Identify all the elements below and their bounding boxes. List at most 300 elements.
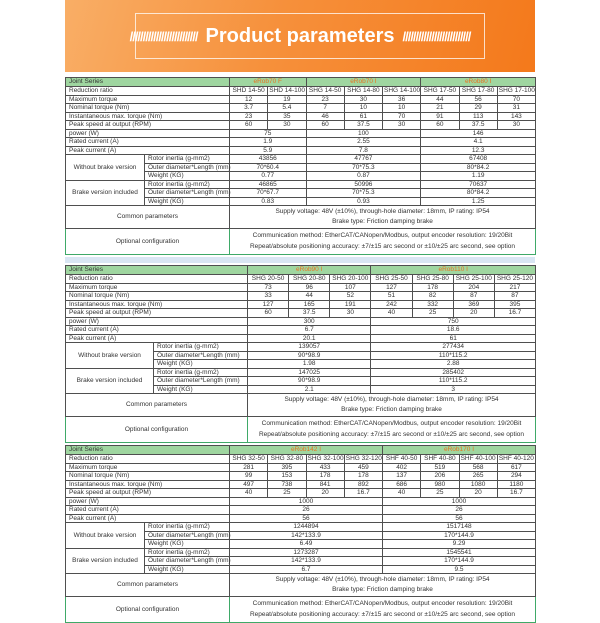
value-cell: 73 <box>248 283 289 292</box>
value-cell: 6.7 <box>248 326 371 335</box>
value-cell: 60 <box>306 121 344 130</box>
value-cell: 137 <box>383 472 421 481</box>
value-cell: 204 <box>453 283 494 292</box>
value-cell: 20.1 <box>248 334 371 343</box>
parameter-row <box>66 489 536 498</box>
value-cell: 87 <box>494 292 535 301</box>
series-group-header: eRob80 I <box>421 78 536 87</box>
joint-series-table-1 <box>65 77 535 255</box>
reduction-ratio-row <box>66 455 536 464</box>
value-cell: 96 <box>289 283 330 292</box>
model-code-cell: SHD 14-100 <box>269 87 306 95</box>
value-cell: 2.55 <box>306 138 421 147</box>
value-cell: 90*98.9 <box>248 377 371 386</box>
value-cell: 10 <box>344 104 382 113</box>
optional-configuration-row <box>66 417 536 443</box>
brake-parameter-row <box>66 180 536 189</box>
brake-parameter-row <box>66 368 536 377</box>
brake-parameter-label: Weight (KG) <box>145 540 230 549</box>
parameter-label: Instantaneous max. torque (Nm) <box>66 300 248 309</box>
value-cell: 80*84.2 <box>421 163 536 172</box>
common-parameters-line1: Supply voltage: 48V (±10%), through-hole diameter: 18mm, IP rating: IP54 <box>275 575 490 583</box>
parameter-label: Rated current (A) <box>66 326 248 335</box>
optional-configuration-text <box>248 417 536 443</box>
value-cell: 738 <box>268 480 306 489</box>
model-code-cell: SHG 25-100 <box>453 275 494 284</box>
brake-parameter-label: Weight (KG) <box>145 197 230 206</box>
value-cell: 110*115.2 <box>371 351 536 360</box>
parameter-row <box>66 129 536 138</box>
value-cell: 87 <box>453 292 494 301</box>
page-title: Product parameters <box>205 24 395 47</box>
value-cell: 277434 <box>371 343 536 352</box>
optional-configuration-label: Optional configuration <box>66 597 230 623</box>
value-cell: 30 <box>383 121 421 130</box>
reduction-ratio-row <box>66 87 536 96</box>
optional-configuration-line1: Communication method: EtherCAT/CANopen/Modbus, output encoder resolution: 19/20Bit <box>261 420 522 428</box>
parameter-row <box>66 95 536 104</box>
value-cell: 0.77 <box>230 172 307 181</box>
value-cell: 1273287 <box>230 548 383 557</box>
value-cell: 25 <box>268 489 306 498</box>
parameter-row <box>66 283 536 292</box>
value-cell: 99 <box>230 472 268 481</box>
brake-parameter-label: Weight (KG) <box>154 360 248 369</box>
model-code-cell: SHG 20-100 <box>330 275 371 284</box>
parameter-label: Rated current (A) <box>66 506 230 515</box>
parameter-row <box>66 104 536 113</box>
reduction-ratio-row <box>66 275 536 284</box>
brake-parameter-label: Outer diameter*Length (mm) <box>145 163 230 172</box>
value-cell: 841 <box>306 480 344 489</box>
value-cell: 4.1 <box>421 138 536 147</box>
value-cell: 36 <box>383 95 421 104</box>
table-header-row <box>66 446 536 455</box>
brake-parameter-row <box>66 343 536 352</box>
parameter-label: Nominal torque (Nm) <box>66 472 230 481</box>
value-cell: 147025 <box>248 368 371 377</box>
value-cell: 35 <box>268 112 306 121</box>
value-cell: 16.7 <box>494 309 535 318</box>
value-cell: 16.7 <box>497 489 535 498</box>
brake-section-label: Without brake version <box>66 523 145 549</box>
series-group-header: eRob142 I <box>230 446 383 455</box>
reduction-ratio-label: Reduction ratio <box>66 455 230 464</box>
value-cell: 332 <box>412 300 453 309</box>
reduction-ratio-label: Reduction ratio <box>66 87 230 96</box>
model-code-cell: SHG 20-50 <box>248 275 289 284</box>
value-cell: 25 <box>412 309 453 318</box>
model-code-cell: SHD 14-50 <box>230 87 268 96</box>
common-parameters-line2: Brake type: Friction damping brake <box>332 586 433 593</box>
parameters-table <box>65 265 536 443</box>
value-cell: 519 <box>421 463 459 472</box>
brake-section-label: Without brake version <box>66 155 145 181</box>
common-parameters-line2: Brake type: Friction damping brake <box>341 406 442 413</box>
common-parameters-label: Common parameters <box>66 574 230 597</box>
value-cell: 33 <box>248 292 289 301</box>
value-cell: 20 <box>453 309 494 318</box>
value-cell: 37.5 <box>344 121 382 130</box>
value-cell: 23 <box>306 95 344 104</box>
value-cell: 67408 <box>421 155 536 164</box>
optional-configuration-text <box>230 597 536 623</box>
value-cell: 70*60.4 <box>230 163 307 172</box>
value-cell: 1517148 <box>383 523 536 532</box>
value-cell: 61 <box>344 112 382 121</box>
common-parameters-text <box>248 394 536 417</box>
parameter-label: Maximum torque <box>66 463 230 472</box>
parameter-row <box>66 463 536 472</box>
parameter-row <box>66 300 536 309</box>
common-parameters-label: Common parameters <box>66 206 230 229</box>
model-code-cell: SHG 32-50 <box>230 455 268 464</box>
value-cell: 3.7 <box>230 104 268 113</box>
brake-parameter-label: Outer diameter*Length (mm) <box>145 189 230 198</box>
value-cell: 20 <box>459 489 497 498</box>
joint-series-label: Joint Series <box>66 266 248 275</box>
value-cell: 30 <box>497 121 535 130</box>
value-cell: 21 <box>421 104 459 113</box>
common-parameters-text <box>230 206 536 229</box>
value-cell: 37.5 <box>459 121 497 130</box>
value-cell: 281 <box>230 463 268 472</box>
value-cell: 1.25 <box>421 197 536 206</box>
optional-configuration-line1: Communication method: EtherCAT/CANopen/Modbus, output encoder resolution: 19/20Bit <box>252 600 513 608</box>
value-cell: 395 <box>268 463 306 472</box>
parameters-table <box>65 77 536 255</box>
parameter-row <box>66 112 536 121</box>
table-separator-band <box>65 257 535 263</box>
joint-series-label: Joint Series <box>66 446 230 455</box>
model-code-cell: SHG 25-50 <box>371 275 412 284</box>
parameters-table <box>65 445 536 623</box>
model-code-cell: SHG 17-50 <box>421 87 459 96</box>
value-cell: 25 <box>421 489 459 498</box>
value-cell: 56 <box>459 95 497 104</box>
joint-series-table-2 <box>65 265 535 443</box>
value-cell: 497 <box>230 480 268 489</box>
value-cell: 178 <box>412 283 453 292</box>
value-cell: 82 <box>412 292 453 301</box>
value-cell: 0.93 <box>306 197 421 206</box>
common-parameters-line2: Brake type: Friction damping brake <box>332 218 433 225</box>
value-cell: 127 <box>248 300 289 309</box>
value-cell: 170*144.9 <box>383 531 536 540</box>
value-cell: 143 <box>497 112 535 121</box>
value-cell: 31 <box>497 104 535 113</box>
value-cell: 433 <box>306 463 344 472</box>
value-cell: 44 <box>289 292 330 301</box>
value-cell: 142*133.9 <box>230 531 383 540</box>
joint-series-label: Joint Series <box>66 78 230 87</box>
value-cell: 90*98.9 <box>248 351 371 360</box>
value-cell: 6.7 <box>230 565 383 574</box>
brake-parameter-label: Outer diameter*Length (mm) <box>145 557 230 566</box>
parameter-row <box>66 472 536 481</box>
common-parameters-row <box>66 206 536 229</box>
model-code-cell: SHF 40-120 <box>498 455 534 463</box>
series-group-header: eRob70 I <box>306 78 421 87</box>
brake-section-label: Brake version included <box>66 548 145 574</box>
parameter-row <box>66 146 536 155</box>
brake-parameter-label: Weight (KG) <box>154 385 248 394</box>
parameter-row <box>66 334 536 343</box>
brake-section-label: Without brake version <box>66 343 154 369</box>
value-cell: 0.83 <box>230 197 307 206</box>
value-cell: 178 <box>344 472 382 481</box>
model-code-cell: SHF 40-80 <box>421 455 459 464</box>
value-cell: 46865 <box>230 180 307 189</box>
parameter-row <box>66 497 536 506</box>
parameter-label: Peak speed at output (RPM) <box>66 121 230 130</box>
value-cell: 980 <box>421 480 459 489</box>
value-cell: 191 <box>330 300 371 309</box>
value-cell: 50996 <box>306 180 421 189</box>
brake-parameter-label: Rotor inertia (g-mm2) <box>154 368 248 377</box>
model-code-cell: SHG 25-120 <box>494 275 535 284</box>
value-cell: 30 <box>268 121 306 130</box>
model-code-cell: SHG 32-120 <box>345 455 382 463</box>
value-cell: 0.87 <box>306 172 421 181</box>
value-cell: 165 <box>289 300 330 309</box>
value-cell: 70637 <box>421 180 536 189</box>
brake-parameter-label: Rotor inertia (g-mm2) <box>145 548 230 557</box>
brake-parameter-row <box>66 155 536 164</box>
parameter-row <box>66 506 536 515</box>
value-cell: 568 <box>459 463 497 472</box>
value-cell: 26 <box>230 506 383 515</box>
value-cell: 459 <box>344 463 382 472</box>
value-cell: 6.49 <box>230 540 383 549</box>
value-cell: 60 <box>421 121 459 130</box>
value-cell: 153 <box>268 472 306 481</box>
model-code-cell: SHG 32-80 <box>268 455 306 464</box>
value-cell: 40 <box>383 489 421 498</box>
common-parameters-row <box>66 574 536 597</box>
value-cell: 56 <box>230 514 383 523</box>
model-code-cell: SHG 17-100 <box>498 87 535 95</box>
parameter-row <box>66 309 536 318</box>
optional-configuration-line1: Communication method: EtherCAT/CANopen/Modbus, output encoder resolution: 19/20Bit <box>252 232 513 240</box>
parameter-row <box>66 326 536 335</box>
value-cell: 206 <box>421 472 459 481</box>
value-cell: 20 <box>306 489 344 498</box>
parameter-label: power (W) <box>66 317 248 326</box>
brake-parameter-row <box>66 523 536 532</box>
parameter-label: Maximum torque <box>66 95 230 104</box>
value-cell: 52 <box>330 292 371 301</box>
reduction-ratio-label: Reduction ratio <box>66 275 248 284</box>
value-cell: 285402 <box>371 368 536 377</box>
value-cell: 1244894 <box>230 523 383 532</box>
parameter-label: Rated current (A) <box>66 138 230 147</box>
value-cell: 75 <box>230 129 307 138</box>
common-parameters-label: Common parameters <box>66 394 248 417</box>
value-cell: 61 <box>371 334 536 343</box>
value-cell: 60 <box>248 309 289 318</box>
value-cell: 70*75.3 <box>306 189 421 198</box>
model-code-cell: SHF 40-50 <box>383 455 421 464</box>
value-cell: 70*67.7 <box>230 189 307 198</box>
model-code-cell: SHG 25-80 <box>412 275 453 284</box>
value-cell: 5.9 <box>230 146 307 155</box>
value-cell: 1545541 <box>383 548 536 557</box>
optional-configuration-line2: Repeat/absolute positioning accuracy: ±7/±15 arc second or ±10/±25 arc second, see option <box>258 430 525 438</box>
value-cell: 217 <box>494 283 535 292</box>
parameter-label: Peak current (A) <box>66 146 230 155</box>
value-cell: 23 <box>230 112 268 121</box>
value-cell: 43856 <box>230 155 307 164</box>
parameter-row <box>66 138 536 147</box>
parameter-label: Instantaneous max. torque (Nm) <box>66 112 230 121</box>
value-cell: 686 <box>383 480 421 489</box>
optional-configuration-label: Optional configuration <box>66 417 248 443</box>
decorative-slashes-left: ////////////////////////// <box>129 28 198 44</box>
value-cell: 70*75.3 <box>306 163 421 172</box>
value-cell: 1000 <box>230 497 383 506</box>
model-code-cell: SHG 32-100 <box>307 455 344 463</box>
optional-configuration-line2: Repeat/absolute positioning accuracy: ±7/±15 arc second or ±10/±25 arc second, see option <box>249 610 516 618</box>
value-cell: 12.3 <box>421 146 536 155</box>
datasheet-page <box>65 0 535 623</box>
model-code-cell: SHG 20-80 <box>289 275 330 284</box>
value-cell: 26 <box>383 506 536 515</box>
parameter-label: Peak current (A) <box>66 514 230 523</box>
optional-configuration-text <box>230 229 536 255</box>
value-cell: 40 <box>230 489 268 498</box>
value-cell: 100 <box>306 129 421 138</box>
parameter-row <box>66 121 536 130</box>
value-cell: 46 <box>306 112 344 121</box>
value-cell: 1.9 <box>230 138 307 147</box>
model-code-cell: SHG 14-100 <box>384 87 421 95</box>
value-cell: 18.6 <box>371 326 536 335</box>
value-cell: 265 <box>459 472 497 481</box>
value-cell: 1180 <box>497 480 535 489</box>
value-cell: 9.5 <box>383 565 536 574</box>
value-cell: 402 <box>383 463 421 472</box>
table-header-row <box>66 266 536 275</box>
series-group-header: eRob170 I <box>383 446 536 455</box>
series-group-header: eRob110 I <box>371 266 536 275</box>
value-cell: 70 <box>383 112 421 121</box>
parameter-label: power (W) <box>66 129 230 138</box>
common-parameters-line1: Supply voltage: 48V (±10%), through-hole diameter: 18mm, IP rating: IP54 <box>284 395 499 403</box>
brake-parameter-label: Rotor inertia (g-mm2) <box>145 180 230 189</box>
banner <box>65 0 535 72</box>
value-cell: 146 <box>421 129 536 138</box>
optional-configuration-row <box>66 597 536 623</box>
brake-parameter-label: Rotor inertia (g-mm2) <box>154 343 248 352</box>
joint-series-table-3 <box>65 445 535 623</box>
value-cell: 300 <box>248 317 371 326</box>
brake-parameter-label: Outer diameter*Length (mm) <box>145 531 230 540</box>
value-cell: 1080 <box>459 480 497 489</box>
value-cell: 7 <box>306 104 344 113</box>
value-cell: 19 <box>268 95 306 104</box>
decorative-slashes-right: ////////////////////////// <box>402 28 471 44</box>
value-cell: 110*115.2 <box>371 377 536 386</box>
value-cell: 60 <box>230 121 268 130</box>
value-cell: 16.7 <box>344 489 382 498</box>
brake-section-label: Brake version included <box>66 180 145 206</box>
optional-configuration-row <box>66 229 536 255</box>
value-cell: 2.1 <box>248 385 371 394</box>
parameter-label: Maximum torque <box>66 283 248 292</box>
value-cell: 294 <box>497 472 535 481</box>
value-cell: 30 <box>344 95 382 104</box>
value-cell: 170*144.9 <box>383 557 536 566</box>
value-cell: 37.5 <box>289 309 330 318</box>
value-cell: 29 <box>459 104 497 113</box>
parameter-label: Nominal torque (Nm) <box>66 104 230 113</box>
table-header-row <box>66 78 536 87</box>
parameter-row <box>66 292 536 301</box>
parameter-row <box>66 514 536 523</box>
model-code-cell: SHG 17-80 <box>459 87 497 96</box>
value-cell: 113 <box>459 112 497 121</box>
value-cell: 127 <box>371 283 412 292</box>
value-cell: 5.4 <box>268 104 306 113</box>
brake-parameter-row <box>66 548 536 557</box>
value-cell: 750 <box>371 317 536 326</box>
brake-section-label: Brake version included <box>66 368 154 394</box>
value-cell: 47767 <box>306 155 421 164</box>
brake-parameter-label: Weight (KG) <box>145 565 230 574</box>
parameter-label: Instantaneous max. torque (Nm) <box>66 480 230 489</box>
value-cell: 12 <box>230 95 268 104</box>
value-cell: 2.88 <box>371 360 536 369</box>
value-cell: 369 <box>453 300 494 309</box>
brake-parameter-label: Outer diameter*Length (mm) <box>154 377 248 386</box>
series-group-header: eRob90 I <box>248 266 371 275</box>
brake-parameter-label: Rotor inertia (g-mm2) <box>145 155 230 164</box>
value-cell: 91 <box>421 112 459 121</box>
value-cell: 178 <box>306 472 344 481</box>
value-cell: 51 <box>371 292 412 301</box>
value-cell: 1.19 <box>421 172 536 181</box>
value-cell: 395 <box>494 300 535 309</box>
value-cell: 892 <box>344 480 382 489</box>
value-cell: 70 <box>497 95 535 104</box>
value-cell: 139057 <box>248 343 371 352</box>
common-parameters-text <box>230 574 536 597</box>
parameter-label: power (W) <box>66 497 230 506</box>
value-cell: 7.8 <box>306 146 421 155</box>
value-cell: 9.29 <box>383 540 536 549</box>
value-cell: 1.98 <box>248 360 371 369</box>
common-parameters-line1: Supply voltage: 48V (±10%), through-hole diameter: 18mm, IP rating: IP54 <box>275 207 490 215</box>
value-cell: 242 <box>371 300 412 309</box>
parameter-label: Peak speed at output (RPM) <box>66 309 248 318</box>
model-code-cell: SHG 14-80 <box>344 87 382 96</box>
value-cell: 3 <box>371 385 536 394</box>
value-cell: 107 <box>330 283 371 292</box>
brake-parameter-label: Rotor inertia (g-mm2) <box>145 523 230 532</box>
optional-configuration-line2: Repeat/absolute positioning accuracy: ±7/±15 arc second or ±10/±25 arc second, see option <box>249 242 516 250</box>
value-cell: 40 <box>371 309 412 318</box>
series-group-header: eRob70 F <box>230 78 307 87</box>
value-cell: 80*84.2 <box>421 189 536 198</box>
value-cell: 56 <box>383 514 536 523</box>
model-code-cell: SHG 14-50 <box>306 87 344 96</box>
value-cell: 1000 <box>383 497 536 506</box>
brake-parameter-label: Weight (KG) <box>145 172 230 181</box>
common-parameters-row <box>66 394 536 417</box>
parameter-row <box>66 480 536 489</box>
value-cell: 142*133.9 <box>230 557 383 566</box>
